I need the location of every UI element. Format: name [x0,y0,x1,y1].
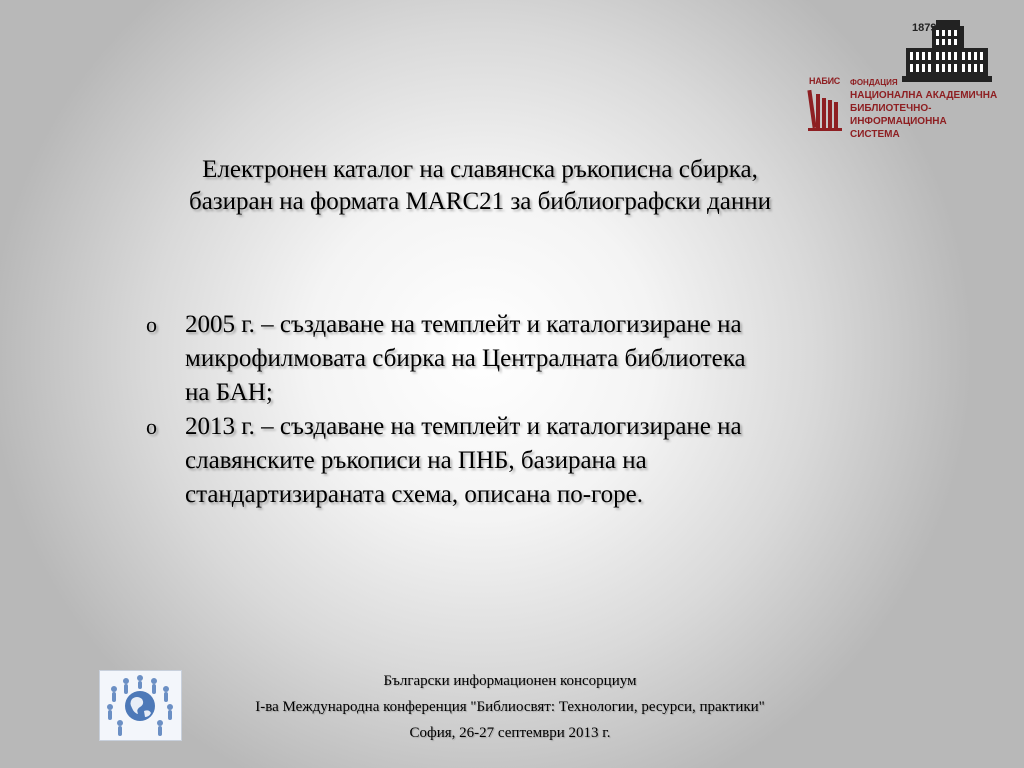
logo-year: 1879 [912,22,937,34]
footer [190,668,830,746]
logo-org-line: СИСТЕМА [850,129,900,140]
bullet-item [140,308,860,410]
bullet-line: 2013 г. – създаване на темплейт и каталогизиране на [185,413,742,440]
bullet-marker: o [146,414,157,439]
slide-title [140,154,820,218]
footer-line: I-ва Международна конференция "Библиосвят: Технологии, ресурси, практики" [255,699,765,715]
globe-people-logo-icon [99,670,182,741]
logo-org-line: НАЦИОНАЛНА АКАДЕМИЧНА [850,90,998,101]
bullet-line: микрофилмовата сбирка на Централната библиотека [185,345,746,372]
bullet-item [140,410,860,512]
logo-abbreviation: НАБИС [809,76,840,86]
bullet-line: славянските ръкописи на ПНБ, базирана на [185,447,647,474]
bullet-list [140,308,860,512]
title-line: Електронен каталог на славянска ръкописна сбирка, [202,156,758,183]
logo-org-line: ФОНДАЦИЯ [850,78,898,87]
title-line: базиран на формата MARC21 за библиографски данни [188,188,772,215]
footer-line: Български информационен консорциум [383,673,637,689]
logo-org-name [850,76,1024,141]
bullet-line: 2005 г. – създаване на темплейт и каталогизиране на [185,311,742,338]
bullet-line: на БАН; [185,379,273,406]
bullet-marker: o [146,312,157,337]
logo-org-line: БИБЛИОТЕЧНО-ИНФОРМАЦИОННА [850,103,947,127]
bullet-line: стандартизираната схема, описана по-горе. [185,481,643,508]
footer-line: София, 26-27 септември 2013 г. [409,725,611,741]
